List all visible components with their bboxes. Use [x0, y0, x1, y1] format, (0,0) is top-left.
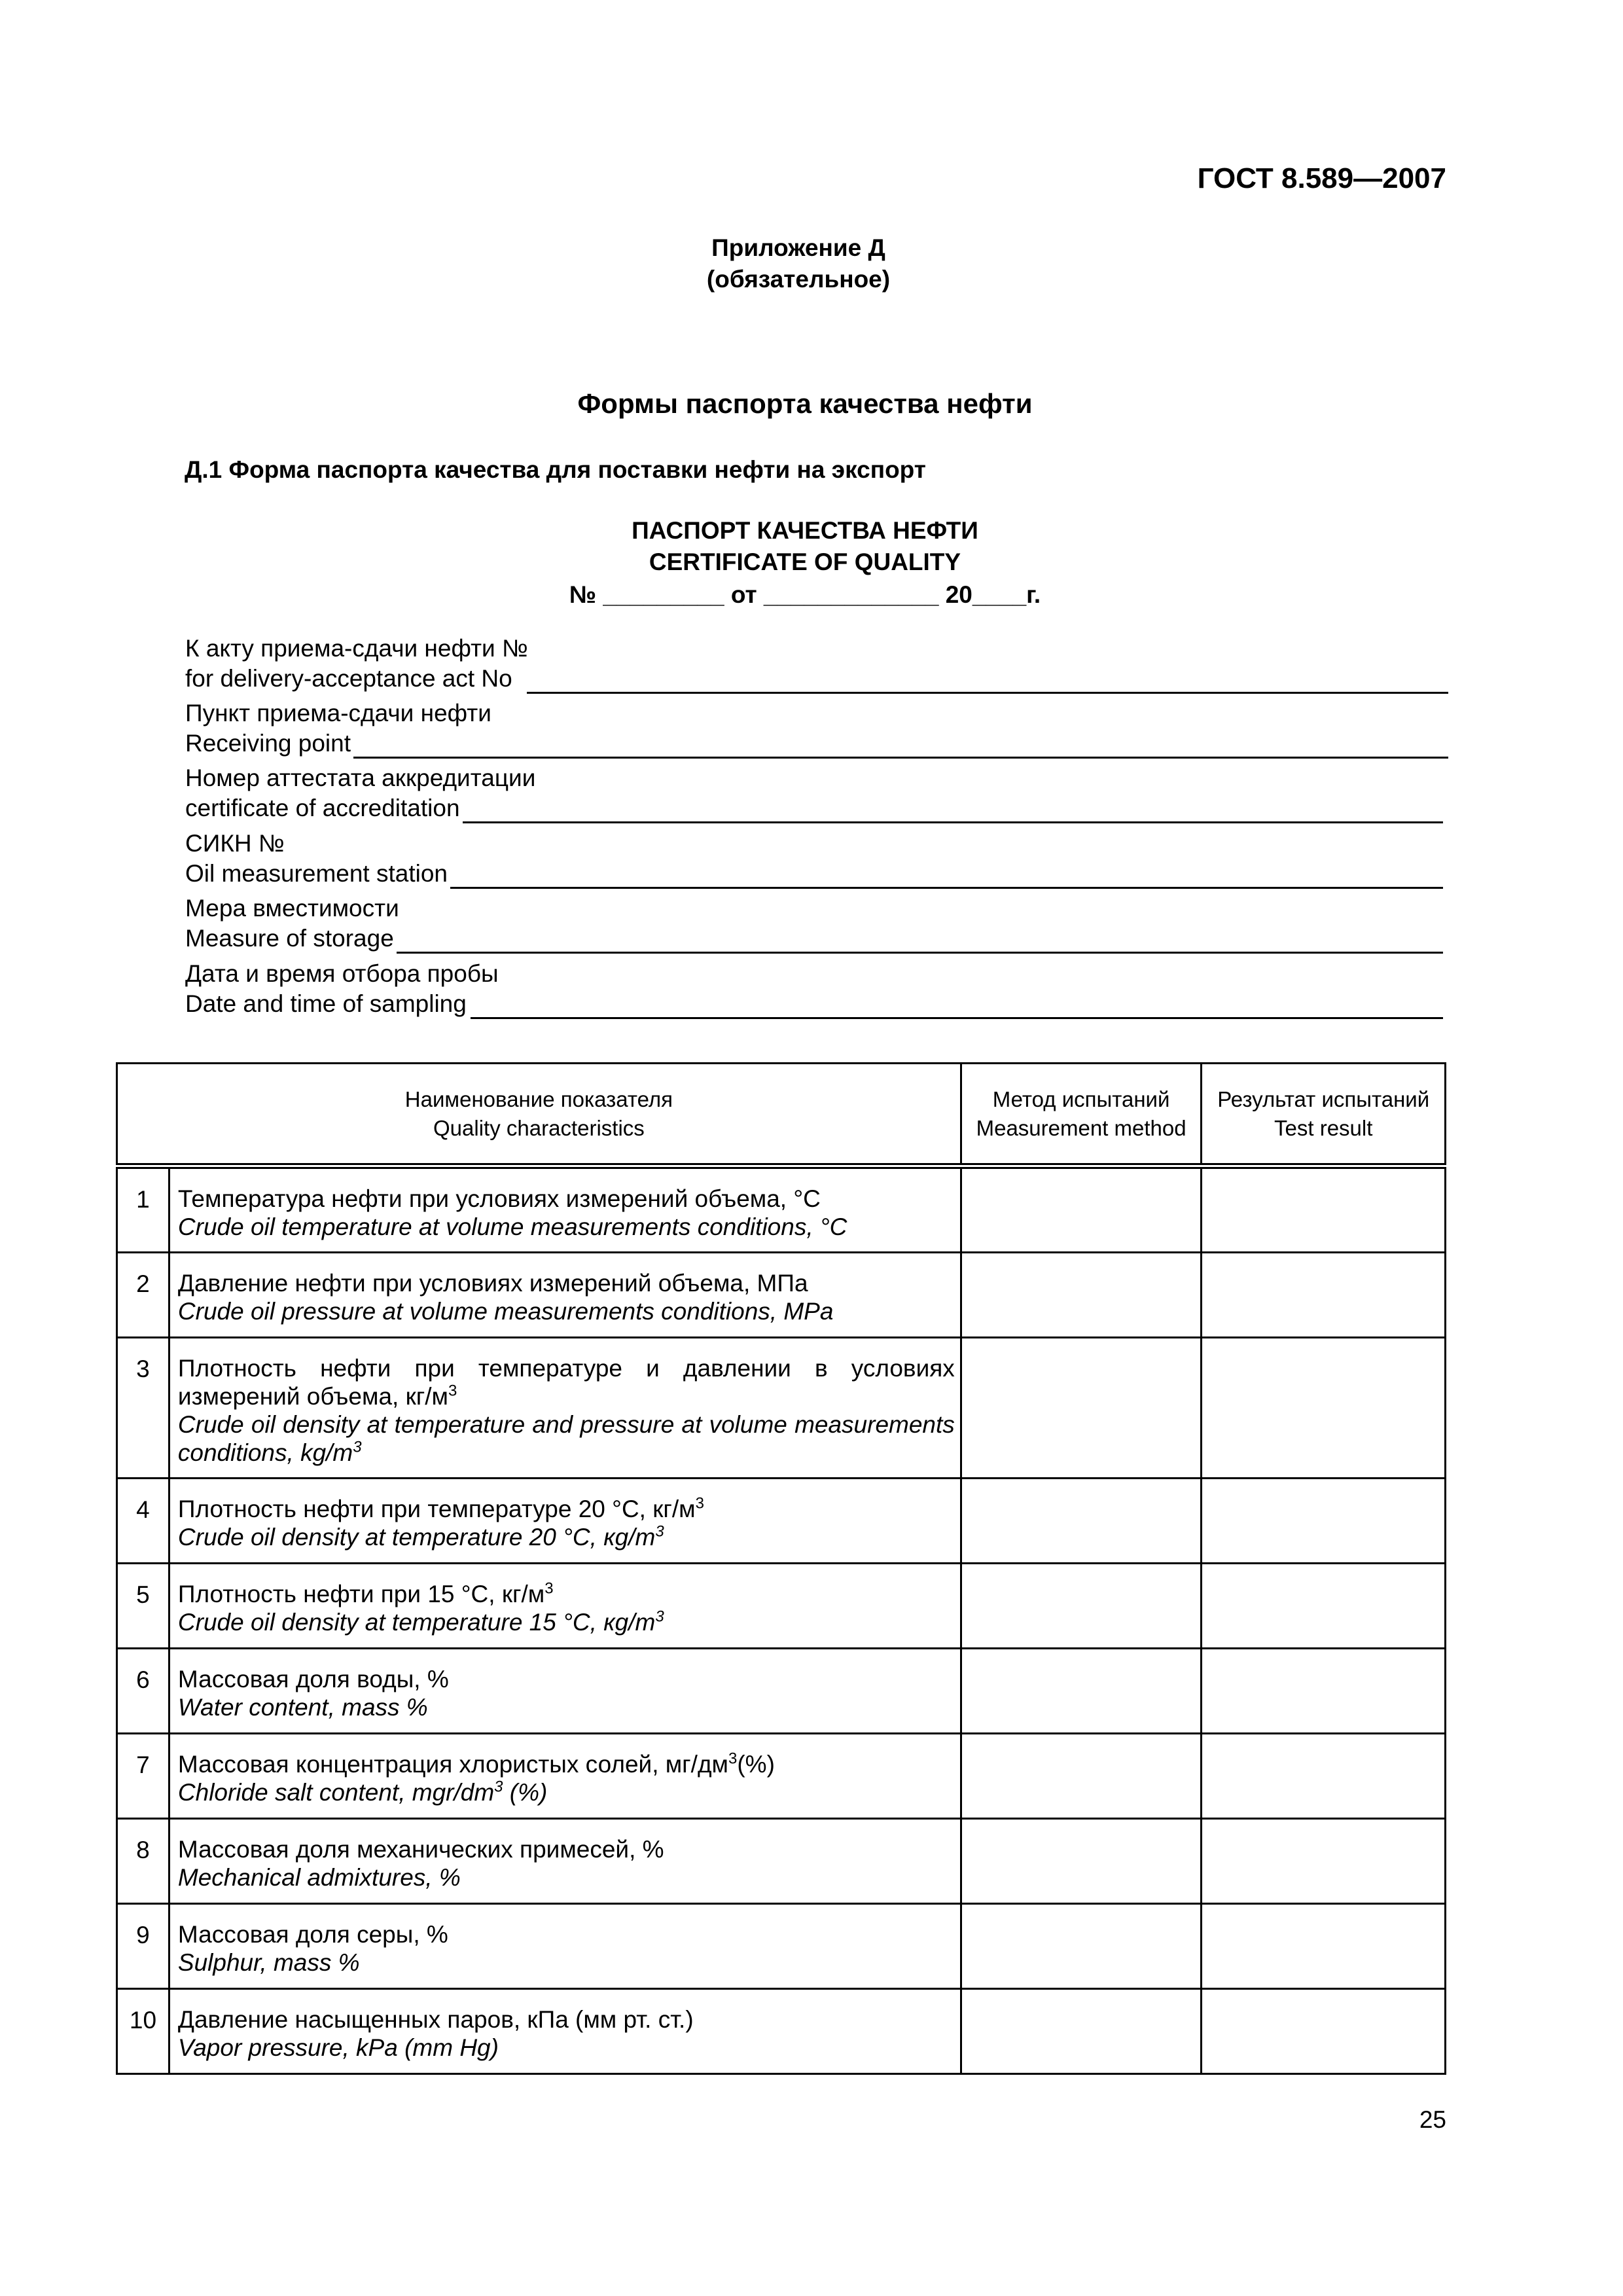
fill-line[interactable] [471, 994, 1443, 1019]
appendix-title: Приложение Д [711, 234, 885, 261]
field-label-en: certificate of accreditation [185, 795, 460, 821]
appendix-status: (обязательное) [706, 266, 891, 293]
row-name-ru: Массовая доля механических примесей, % [177, 1836, 664, 1863]
row-characteristic [169, 1338, 961, 1479]
method-cell[interactable] [961, 1819, 1202, 1904]
result-cell[interactable] [1202, 1819, 1446, 1904]
row-number: 2 [117, 1253, 169, 1338]
field-label-en: Oil measurement station [185, 860, 448, 887]
row-name-en: Vapor pressure, kPa (mm Hg) [177, 2034, 499, 2061]
table-row [117, 1819, 1446, 1904]
certificate-title-en: CERTIFICATE OF QUALITY [649, 548, 961, 575]
page-title: Формы паспорта качества нефти [577, 388, 1033, 419]
table-row [117, 1904, 1446, 1989]
method-cell[interactable] [961, 1989, 1202, 2074]
method-cell[interactable] [961, 1338, 1202, 1479]
row-number: 8 [117, 1819, 169, 1904]
row-name-ru: Плотность нефти при температуре 20 °С, $кг/м^3$ [177, 1494, 704, 1522]
header-method-ru: Метод испытаний [992, 1086, 1170, 1111]
standard-designation: ГОСТ 8.589—2007 [1197, 162, 1446, 194]
result-cell[interactable] [1202, 1564, 1446, 1649]
field-delivery-act [185, 634, 1448, 694]
field-label-en: Date and time of sampling [185, 990, 467, 1017]
header-quality-characteristics [117, 1064, 961, 1166]
table-row [117, 1649, 1446, 1734]
row-name-ru: Плотность нефти при 15 °С, $кг/м^3$ [177, 1579, 554, 1607]
table-row [117, 1166, 1446, 1253]
row-number: 3 [117, 1338, 169, 1479]
field-accreditation [185, 763, 1443, 823]
result-cell[interactable] [1202, 1989, 1446, 2074]
certificate-heading [497, 515, 1113, 578]
row-characteristic [169, 1166, 961, 1253]
row-name-en: Crude oil density at temperature and pressure at volume measurements conditions, $kg/m^3$ [177, 1411, 955, 1466]
row-name-en: Mechanical admixtures, % [177, 1864, 461, 1891]
row-characteristic [169, 1253, 961, 1338]
row-number: 1 [117, 1166, 169, 1253]
row-number: 7 [117, 1734, 169, 1819]
row-name-ru: Массовая доля серы, % [177, 1921, 448, 1948]
header-measurement-method [961, 1064, 1202, 1166]
method-cell[interactable] [961, 1479, 1202, 1564]
table-row [117, 1253, 1446, 1338]
result-cell[interactable] [1202, 1166, 1446, 1253]
result-cell[interactable] [1202, 1253, 1446, 1338]
table-row [117, 1479, 1446, 1564]
row-characteristic [169, 1479, 961, 1564]
row-name-ru: Плотность нефти при температуре и давлении в условиях измерений объема, $кг/м^3$ [177, 1355, 955, 1410]
certificate-number-line: № _________ от _____________ 20____г. [569, 581, 1041, 608]
appendix-heading [615, 232, 982, 295]
result-cell[interactable] [1202, 1649, 1446, 1734]
row-number: 9 [117, 1904, 169, 1989]
field-sampling-date [185, 959, 1443, 1019]
field-label-ru: Номер аттестата аккредитации [185, 764, 536, 791]
table-row [117, 1734, 1446, 1819]
header-name-en: Quality characteristics [433, 1115, 645, 1140]
row-name-en: Chloride salt content, mgr/$dm^3$ (%) [177, 1778, 548, 1806]
row-name-en: Crude oil density at temperature 20 °C, $кg/m^3$ [177, 1522, 664, 1551]
row-number: 5 [117, 1564, 169, 1649]
row-name-ru: Давление насыщенных паров, кПа (мм рт. ст.) [177, 2006, 694, 2033]
field-label-ru: СИКН № [185, 830, 285, 857]
row-name-ru: Массовая доля воды, % [177, 1666, 449, 1693]
quality-table [116, 1062, 1446, 2075]
fill-line[interactable] [450, 863, 1443, 889]
fill-line[interactable] [397, 928, 1443, 954]
method-cell[interactable] [961, 1649, 1202, 1734]
row-name-ru: Давление нефти при условиях измерений объема, МПа [177, 1270, 808, 1297]
row-characteristic [169, 1904, 961, 1989]
method-cell[interactable] [961, 1734, 1202, 1819]
row-characteristic [169, 1564, 961, 1649]
row-number: 4 [117, 1479, 169, 1564]
fill-line[interactable] [463, 798, 1443, 823]
field-measure-storage [185, 893, 1443, 954]
header-result-ru: Результат испытаний [1217, 1086, 1430, 1111]
result-cell[interactable] [1202, 1338, 1446, 1479]
page-number: 25 [1419, 2106, 1446, 2133]
header-method-en: Measurement method [976, 1115, 1186, 1140]
row-characteristic [169, 1734, 961, 1819]
certificate-title-ru: ПАСПОРТ КАЧЕСТВА НЕФТИ [632, 517, 978, 544]
field-label-en: Measure of storage [185, 925, 394, 952]
row-name-en: Crude oil pressure at volume measurements conditions, MPa [177, 1298, 834, 1325]
table-row [117, 1338, 1446, 1479]
fill-line[interactable] [353, 733, 1448, 759]
field-receiving-point [185, 698, 1448, 759]
header-name-ru: Наименование показателя [404, 1086, 673, 1111]
row-name-en: Sulphur, mass % [177, 1949, 360, 1976]
field-measurement-station [185, 829, 1443, 889]
row-name-en: Water content, mass % [177, 1694, 428, 1721]
header-result-en: Test result [1274, 1115, 1373, 1140]
table-header-row [117, 1064, 1446, 1166]
row-characteristic [169, 1819, 961, 1904]
row-name-ru: Массовая концентрация хлористых солей, $мг/дм^3(\%)$ [177, 1749, 775, 1778]
result-cell[interactable] [1202, 1904, 1446, 1989]
table-row [117, 1564, 1446, 1649]
field-label-ru: К акту приема-сдачи нефти № [185, 635, 528, 662]
row-name-en: Crude oil density at temperature 15 °C, $кg/m^3$ [177, 1607, 664, 1636]
row-name-ru: Температура нефти при условиях измерений объема, °С [177, 1185, 821, 1212]
header-test-result [1202, 1064, 1446, 1166]
row-characteristic [169, 1649, 961, 1734]
result-cell[interactable] [1202, 1479, 1446, 1564]
row-name-en: Crude oil temperature at volume measurements conditions, °C [177, 1213, 847, 1240]
section-title: Д.1 Форма паспорта качества для поставки нефти на экспорт [185, 456, 926, 483]
field-label-en: Receiving point [185, 730, 351, 757]
method-cell[interactable] [961, 1904, 1202, 1989]
result-cell[interactable] [1202, 1734, 1446, 1819]
table-row [117, 1989, 1446, 2074]
fill-line[interactable] [527, 668, 1448, 694]
method-cell[interactable] [961, 1166, 1202, 1253]
field-label-ru: Дата и время отбора пробы [185, 960, 499, 987]
field-label-ru: Мера вместимости [185, 895, 399, 922]
field-label-en: for delivery-acceptance act No [185, 665, 512, 692]
row-number: 10 [117, 1989, 169, 2074]
row-characteristic [169, 1989, 961, 2074]
method-cell[interactable] [961, 1253, 1202, 1338]
field-label-ru: Пункт приема-сдачи нефти [185, 700, 491, 726]
method-cell[interactable] [961, 1564, 1202, 1649]
row-number: 6 [117, 1649, 169, 1734]
